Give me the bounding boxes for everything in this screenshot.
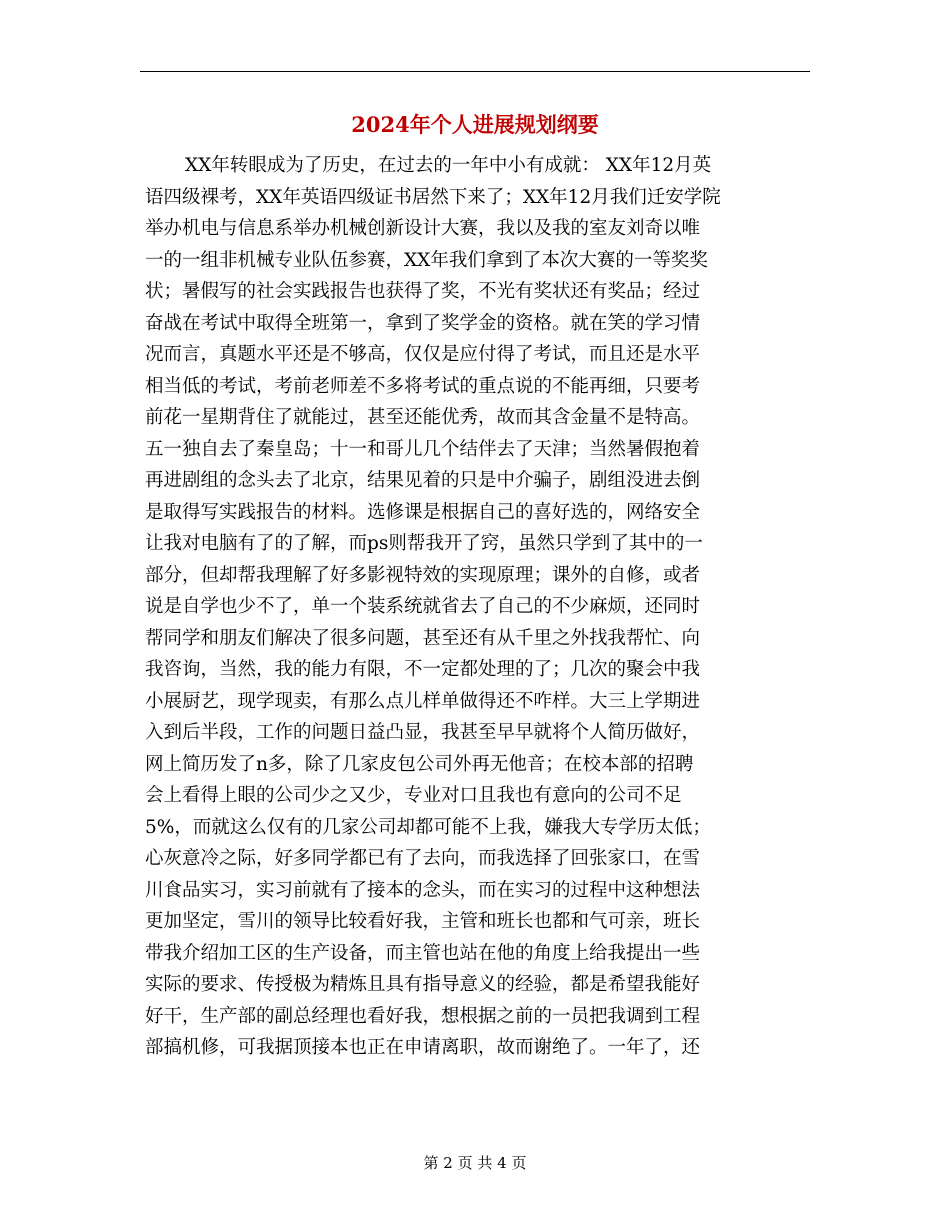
body-line: 一的一组非机械专业队伍参赛，XX年我们拿到了本次大赛的一等奖奖 [145, 249, 708, 271]
body-line: 实际的要求、传授极为精炼且具有指导意义的经验，都是希望我能好 [145, 974, 701, 995]
document-title: 2024年个人进展规划纲要 [351, 112, 599, 137]
body-line: 奋战在考试中取得全班第一，拿到了奖学金的资格。就在笑的学习情 [145, 312, 701, 334]
body-line: 好干，生产部的副总经理也看好我，想根据之前的一员把我调到工程 [145, 1005, 701, 1027]
body-line: 况而言，真题水平还是不够高，仅仅是应付得了考试，而且还是水平 [145, 344, 701, 365]
body-line: 5%，而就这么仅有的几家公司却都可能不上我，嫌我大专学历太低； [145, 816, 711, 838]
body-line: 语四级裸考，XX年英语四级证书居然下来了；XX年12月我们迁安学院 [145, 186, 721, 208]
body-line: 帮同学和朋友们解决了很多问题，甚至还有从千里之外找我帮忙、向 [145, 627, 701, 649]
body-line: 川食品实习，实习前就有了接本的念头，而在实习的过程中这种想法 [145, 879, 701, 901]
body-line: 状；暑假写的社会实践报告也获得了奖，不光有奖状还有奖品；经过 [145, 281, 701, 302]
body-line: 举办机电与信息系举办机械创新设计大赛，我以及我的室友刘奇以唯 [145, 218, 701, 239]
body-line: 再进剧组的念头去了北京，结果见着的只是中介骗子，剧组没进去倒 [145, 470, 701, 491]
body-line: 小展厨艺，现学现卖，有那么点儿样单做得还不咋样。大三上学期进 [145, 690, 701, 712]
body-line: 五一独自去了秦皇岛；十一和哥儿几个结伴去了天津；当然暑假抱着 [145, 438, 701, 460]
body-line: 网上简历发了n多，除了几家皮包公司外再无他音；在校本部的招聘 [145, 753, 694, 775]
body-line: 前花一星期背住了就能过，甚至还能优秀，故而其含金量不是特高。 [145, 407, 701, 428]
body-line: 部搞机修，可我据顶接本也正在申请离职，故而谢绝了。一年了，还 [145, 1037, 701, 1058]
body-line: 是取得写实践报告的材料。选修课是根据自己的喜好选的，网络安全 [145, 501, 701, 523]
header-rule [140, 71, 810, 72]
body-line: 更加坚定，雪川的领导比较看好我，主管和班长也都和气可亲，班长 [145, 911, 701, 932]
body-line: 入到后半段，工作的问题日益凸显，我甚至早早就将个人简历做好， [145, 722, 701, 743]
body-line: 心灰意冷之际，好多同学都已有了去向，而我选择了回张家口，在雪 [145, 848, 701, 869]
body-line: 让我对电脑有了的了解，而ps则帮我开了窍，虽然只学到了其中的一 [145, 533, 703, 554]
body-line: 我咨询，当然，我的能力有限，不一定都处理的了；几次的聚会中我 [145, 659, 701, 680]
body-line: 说是自学也少不了，单一个装系统就省去了自己的不少麻烦，还同时 [145, 596, 701, 617]
body-line: 带我介绍加工区的生产设备，而主管也站在他的角度上给我提出一些 [145, 942, 701, 964]
body-line: 相当低的考试，考前老师差不多将考试的重点说的不能再细，只要考 [145, 375, 701, 397]
page-number-footer: 第 2 页 共 4 页 [423, 1154, 527, 1172]
document-body [145, 150, 815, 1064]
body-line: XX年转眼成为了历史，在过去的一年中小有成就： XX年12月英 [185, 155, 712, 176]
body-line: 会上看得上眼的公司少之又少，专业对口且我也有意向的公司不足 [145, 785, 682, 806]
body-line: 部分，但却帮我理解了好多影视特效的实现原理；课外的自修，或者 [145, 564, 701, 586]
